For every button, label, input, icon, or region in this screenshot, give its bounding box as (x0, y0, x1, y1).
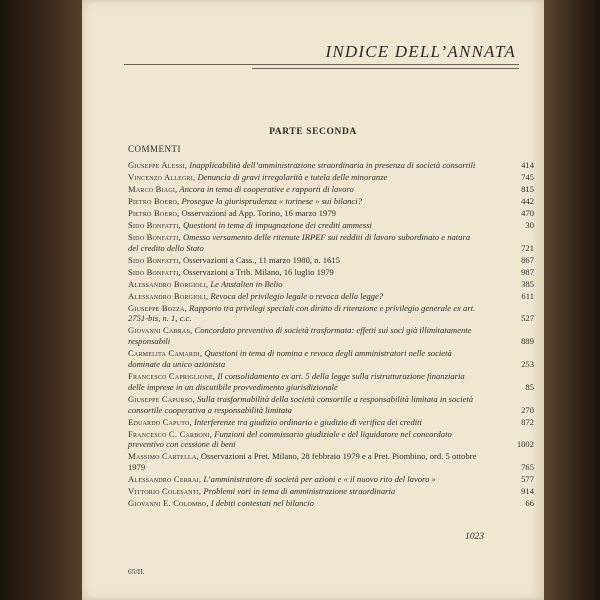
entry-title: Interferenze tra giudizio ordinario e giudizio di verifica dei crediti (191, 416, 422, 427)
entry-page-number: 872 (521, 416, 534, 427)
entry-author: Giuseppe Bozza, (128, 302, 187, 313)
entry-page-number: 745 (521, 171, 534, 182)
entry-title: Le Anstalten in Belio (208, 278, 283, 289)
entry-text (128, 474, 478, 485)
entry-plain-text: Osservazioni ad App. Torino, 16 marzo 1979 (179, 207, 336, 218)
entry-author: Giovanni Cabras, (128, 325, 193, 336)
entry-page-number: 66 (525, 498, 534, 509)
entry-page-number: 889 (521, 336, 534, 347)
entry-text (128, 417, 478, 428)
entry-title: Prosegue la giurisprudenza « torinese » sui bilanci? (179, 195, 362, 206)
entry-title: Ancora in tema di cooperative e rapporti di lavoro (177, 183, 354, 194)
entry-author: Sido Bonfatti, (128, 219, 181, 230)
entry-author: Carmelita Camardi, (128, 348, 203, 359)
index-entry (128, 291, 534, 302)
entry-text (128, 172, 478, 183)
entry-author: Alessandro Borgioli, (128, 290, 209, 301)
entry-title: Concordato preventivo di società trasformata: effetti sui soci già illimitatamente responsabili (128, 325, 472, 347)
entry-text (128, 429, 478, 451)
entry-page-number: 721 (521, 242, 534, 253)
entry-title: Funzioni del commissario giudiziale e del liquidatore nel concordato preventivo con cessione di beni (128, 428, 452, 450)
entry-title: Omesso versamento delle ritenute IRPEF sui redditi di lavoro subordinato e natura del credito dello Stato (128, 231, 471, 253)
entry-author: Giuseppe Alessi, (128, 160, 188, 170)
entry-title: Denuncia di gravi irregolarità e tutela delle minoranze (195, 171, 388, 182)
entry-author: Sido Bonfatti, (128, 266, 181, 277)
entry-text (128, 498, 478, 509)
entry-title: Il consolidamento ex art. 5 della legge sulla ristrutturazione finanziaria delle imprese in un discutibile provvedimento giurisdizionale (128, 370, 465, 392)
entry-page-number: 470 (521, 207, 534, 218)
entry-text (128, 303, 478, 325)
index-entry (128, 196, 534, 207)
entry-text (128, 371, 478, 393)
section-label: COMMENTI (128, 144, 181, 154)
entry-page-number: 442 (521, 195, 534, 206)
entry-author: Francesco Capriglione, (128, 370, 216, 381)
index-entry (128, 279, 534, 290)
entry-text (128, 279, 478, 290)
entry-author: Giovanni E. Colombo, (128, 498, 209, 509)
entry-page-number: 611 (521, 290, 534, 301)
entry-title: Problemi vari in tema di amministrazione straordinaria (201, 486, 396, 497)
entry-text (128, 451, 478, 473)
entry-page-number: 527 (521, 313, 534, 324)
entry-text (128, 291, 478, 302)
entry-text (128, 348, 478, 370)
entry-title: Rapporto tra privilegi speciali con diritto di ritenzione e privilegio generale ex art. 2751-bis, n. 1, c.c. (128, 302, 476, 324)
entry-author: Sido Bonfatti, (128, 231, 181, 242)
entry-author: Pietro Boero, (128, 195, 180, 206)
book-page (82, 0, 544, 600)
index-entry (128, 417, 534, 428)
entry-author: Marco Biagi, (128, 183, 178, 194)
header-rule-bottom (252, 68, 519, 69)
entry-page-number: 253 (521, 358, 534, 369)
entry-title: Questioni in tema di impugnazione dei crediti ammessi (180, 219, 372, 230)
entry-text (128, 208, 478, 219)
entry-text (128, 394, 478, 416)
index-entry (128, 303, 534, 325)
entry-author: Alessandro Borgioli, (128, 278, 209, 289)
signature-mark: 65/II. (128, 567, 145, 576)
entry-author: Massimo Cartella, (128, 451, 199, 462)
entry-text (128, 184, 478, 195)
index-entry (128, 486, 534, 497)
entry-page-number: 914 (521, 486, 534, 497)
page-header-title: INDICE DELL’ANNATA (325, 42, 516, 61)
entry-text (128, 267, 478, 278)
index-entry (128, 172, 534, 183)
index-entry (128, 220, 534, 231)
entry-author: Pietro Boero, (128, 207, 180, 218)
entry-author: Francesco C. Carboni, (128, 428, 213, 439)
entry-page-number: 414 (521, 160, 534, 170)
entry-page-number: 987 (521, 266, 534, 277)
entry-title: Sulla trasformabilità della società consortile a responsabilità limitata in società consortile cooperativa a responsabilità limitata (128, 393, 474, 415)
entry-author: Sido Bonfatti, (128, 254, 181, 265)
index-entries-list (128, 160, 534, 510)
entry-author: Alessandro Cerrai, (128, 474, 202, 485)
entry-text (128, 220, 478, 231)
index-entry (128, 451, 534, 473)
entry-page-number: 1002 (516, 439, 534, 450)
index-entry (128, 429, 534, 451)
entry-title: Questioni in tema di nomina e revoca degli amministratori nelle società dominate da unico azionista (128, 348, 452, 369)
book-spine-shadow (0, 0, 82, 600)
entry-title: I debiti contestati nel bilancio (208, 498, 314, 509)
entry-text (128, 160, 478, 171)
entry-title: L’amministratore di società per azioni e « il nuovo rito del lavoro » (201, 474, 436, 485)
entry-page-number: 85 (525, 381, 534, 392)
index-entry (128, 371, 534, 393)
header-rule-top (124, 64, 519, 65)
entry-plain-text: Osservazioni a Trib. Milano, 16 luglio 1979 (180, 266, 334, 277)
index-entry (128, 184, 534, 195)
entry-text (128, 196, 478, 207)
entry-text (128, 325, 478, 347)
entry-author: Vincenzo Allegri, (128, 171, 196, 182)
entry-page-number: 815 (521, 183, 534, 194)
entry-page-number: 385 (521, 278, 534, 289)
index-entry (128, 160, 534, 171)
entry-text (128, 486, 478, 497)
entry-title: Revoca del privilegio legale o revoca della legge? (208, 290, 384, 301)
book-page-edge (544, 0, 600, 600)
part-title: PARTE SECONDA (269, 127, 357, 137)
page-number: 1023 (465, 532, 484, 542)
index-entry (128, 208, 534, 219)
entry-text (128, 232, 478, 254)
entry-page-number: 270 (521, 404, 534, 415)
index-entry (128, 325, 534, 347)
index-entry (128, 474, 534, 485)
entry-plain-text: Osservazioni a Cass., 11 marzo 1980, n. 1615 (180, 254, 340, 265)
entry-author: Eduardo Caputo, (128, 416, 192, 427)
index-entry (128, 498, 534, 509)
index-entry (128, 394, 534, 416)
index-entry (128, 348, 534, 370)
index-entry (128, 232, 534, 254)
index-entry (128, 267, 534, 278)
entry-text (128, 255, 478, 266)
entry-page-number: 577 (521, 474, 534, 485)
entry-title: Inapplicabilità dell’amministrazione straordinaria in presenza di società consortili (187, 160, 476, 170)
entry-plain-text: Osservazioni a Pret. Milano, 28 febbraio 1979 e a Pret. Piombino, ord. 5 ottobre 1979 (128, 451, 477, 473)
entry-author: Vittorio Colesanti, (128, 486, 202, 497)
entry-page-number: 765 (521, 462, 534, 473)
index-entry (128, 255, 534, 266)
entry-author: Giuseppe Capurso, (128, 393, 195, 404)
entry-page-number: 30 (525, 219, 534, 230)
entry-page-number: 867 (521, 254, 534, 265)
